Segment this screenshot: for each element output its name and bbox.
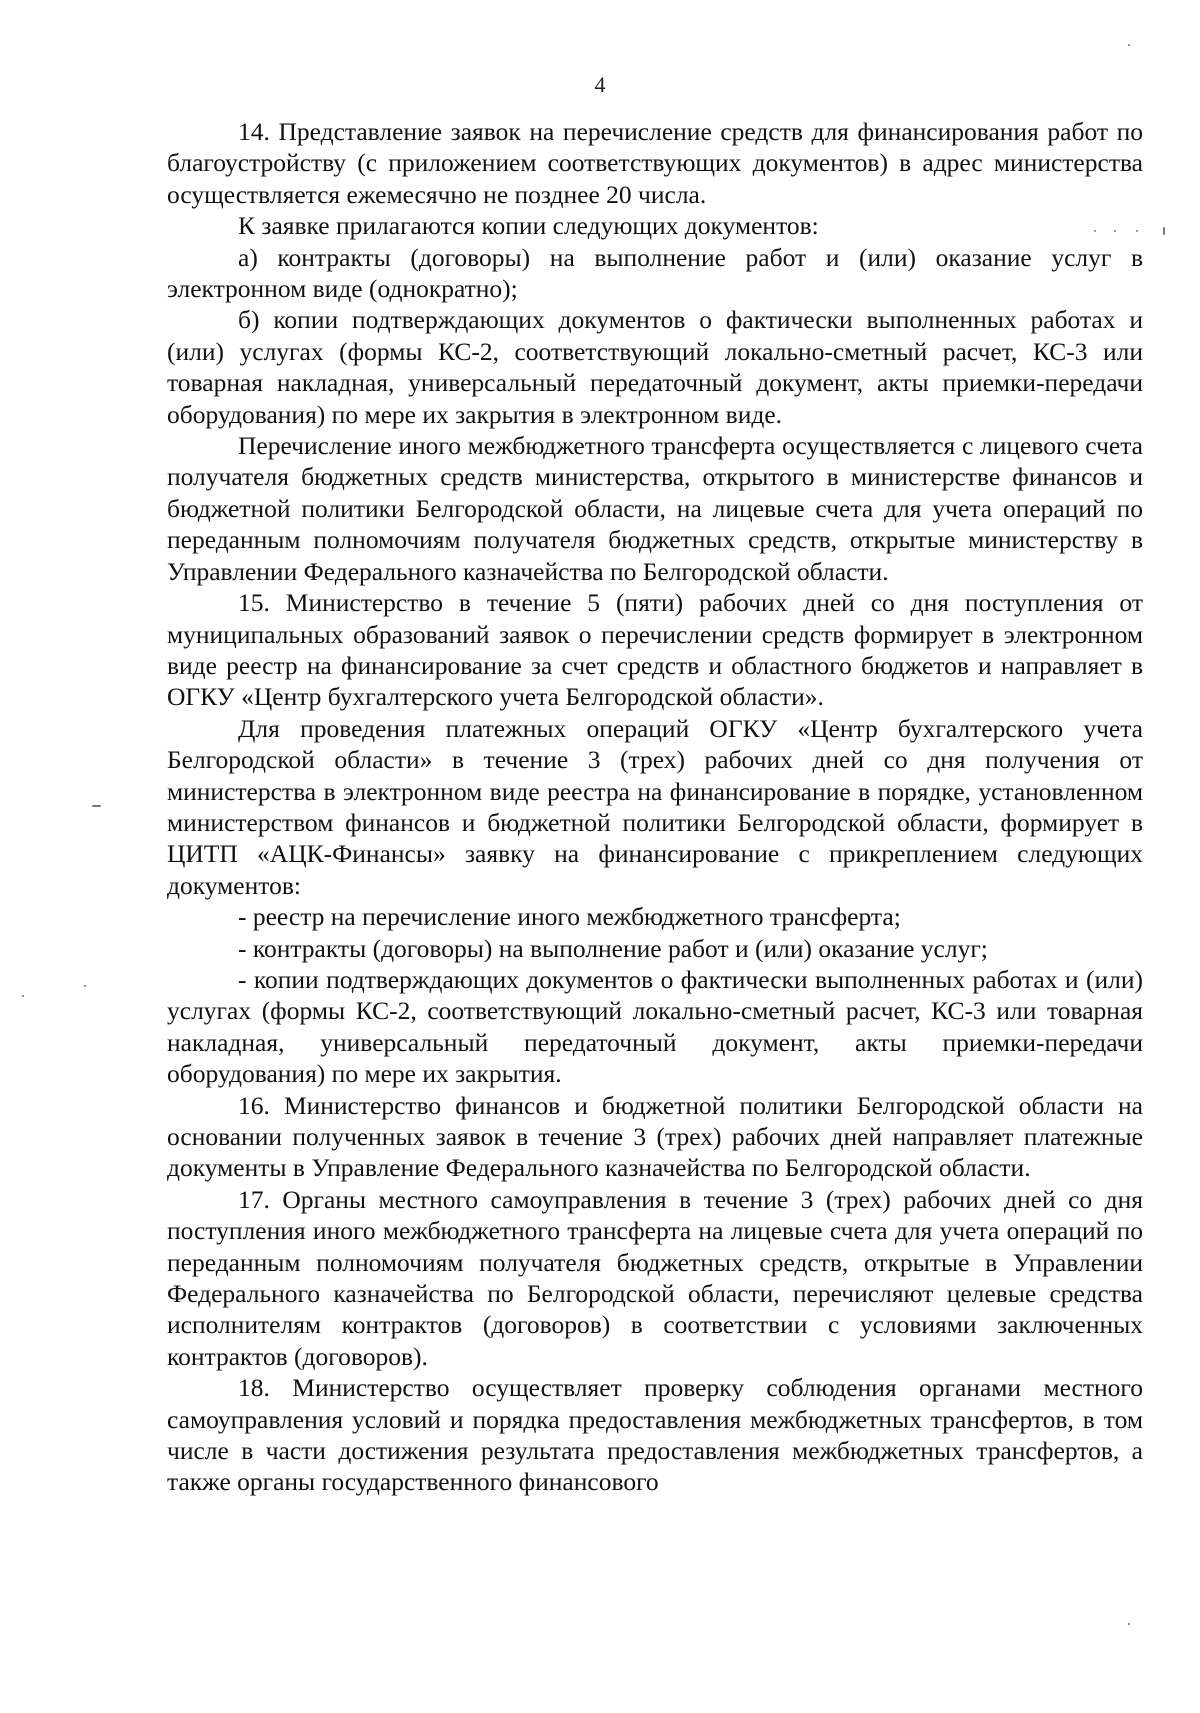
paragraph-transfer-accounts: Перечисление иного межбюджетного трансферта осуществляется с лицевого счета получателя бюджетных средств министерства, открытого в министерстве финансов и бюджетной политики Белгородской области, на лицевые счета для учета операций по переданным полномочиям получателя бюджетных средств, открытые министерству в Управлении Федерального казначейства по Белгородской области. xyxy=(167,431,1143,586)
paragraph-payment-operations: Для проведения платежных операций ОГКУ «Центр бухгалтерского учета Белгородской области» в течение 3 (трех) рабочих дней со дня получения от министерства в электронном виде реестра на финансирование в порядке, установленном министерством финансов и бюджетной политики Белгородской области, формирует в ЦИТП «АЦК-Финансы» заявку на финансирование с прикреплением следующих документов: xyxy=(167,713,1143,900)
page-number: 4 xyxy=(594,72,606,97)
scan-artifact xyxy=(22,995,24,997)
paragraph-17-local-government: 17. Органы местного самоуправления в течение 3 (трех) рабочих дней со дня поступления иного межбюджетного трансферта на лицевые счета для учета операций по переданным полномочиям получателя бюджетных средств, открытые в Управлении Федерального казначейства по Белгородской области, перечисляют целевые средства исполнителям контрактов (договоров) в соответствии с условиями заключенных контрактов (договоров). xyxy=(167,1184,1143,1371)
paragraph-attachments-intro: К заявке прилагаются копии следующих документов: xyxy=(238,211,819,241)
list-item-contracts: - контракты (договоры) на выполнение работ и (или) оказание услуг; xyxy=(238,933,988,963)
scan-artifact xyxy=(84,985,86,987)
scan-artifact xyxy=(1128,44,1130,46)
paragraph-14-requests: 14. Представление заявок на перечисление средств для финансирования работ по благоустройству (с приложением соответствующих документов) в адрес министерства осуществляется ежемесячно не позднее 20 числа. xyxy=(167,117,1143,209)
scan-artifact xyxy=(1114,230,1116,232)
scan-artifact xyxy=(1094,230,1096,232)
scan-artifact xyxy=(92,805,101,807)
scan-artifact xyxy=(1128,1623,1130,1625)
scan-artifact xyxy=(1163,227,1165,235)
scan-artifact xyxy=(1136,230,1138,232)
paragraph-16-ministry-finance: 16. Министерство финансов и бюджетной политики Белгородской области на основании полученных заявок в течение 3 (трех) рабочих дней направляет платежные документы в Управление Федерального казначейства по Белгородской области. xyxy=(167,1090,1143,1183)
paragraph-18-verification: 18. Министерство осуществляет проверку соблюдения органами местного самоуправления условий и порядка предоставления межбюджетных трансфертов, в том числе в части достижения результата предоставления межбюджетных трансфертов, а также органы государственного финансового xyxy=(167,1373,1143,1497)
list-item-registry: - реестр на перечисление иного межбюджетного трансферта; xyxy=(238,902,901,932)
list-item-supporting-documents: - копии подтверждающих документов о фактически выполненных работах и (или) услугах (формы КС-2, соответствующий локально-сметный расчет, КС-3 или товарная накладная, универсальный передаточный документ, акты приемки-передачи оборудования) по мере их закрытия. xyxy=(167,964,1143,1089)
paragraph-item-b-documents: б) копии подтверждающих документов о фактически выполненных работах и (или) услугах (формы КС-2, соответствующий локально-сметный расчет, КС-3 или товарная накладная, универсальный передаточный документ, акты приемки-передачи оборудования) по мере их закрытия в электронном виде. xyxy=(167,305,1143,429)
paragraph-item-a-contracts: а) контракты (договоры) на выполнение работ и (или) оказание услуг в электронном виде (однократно); xyxy=(167,242,1143,304)
document-body xyxy=(167,116,1143,1498)
paragraph-15-registry: 15. Министерство в течение 5 (пяти) рабочих дней со дня поступления от муниципальных образований заявок о перечислении средств формирует в электронном виде реестр на финансирование за счет средств и областного бюджетов и направляет в ОГКУ «Центр бухгалтерского учета Белгородской области». xyxy=(167,588,1143,712)
